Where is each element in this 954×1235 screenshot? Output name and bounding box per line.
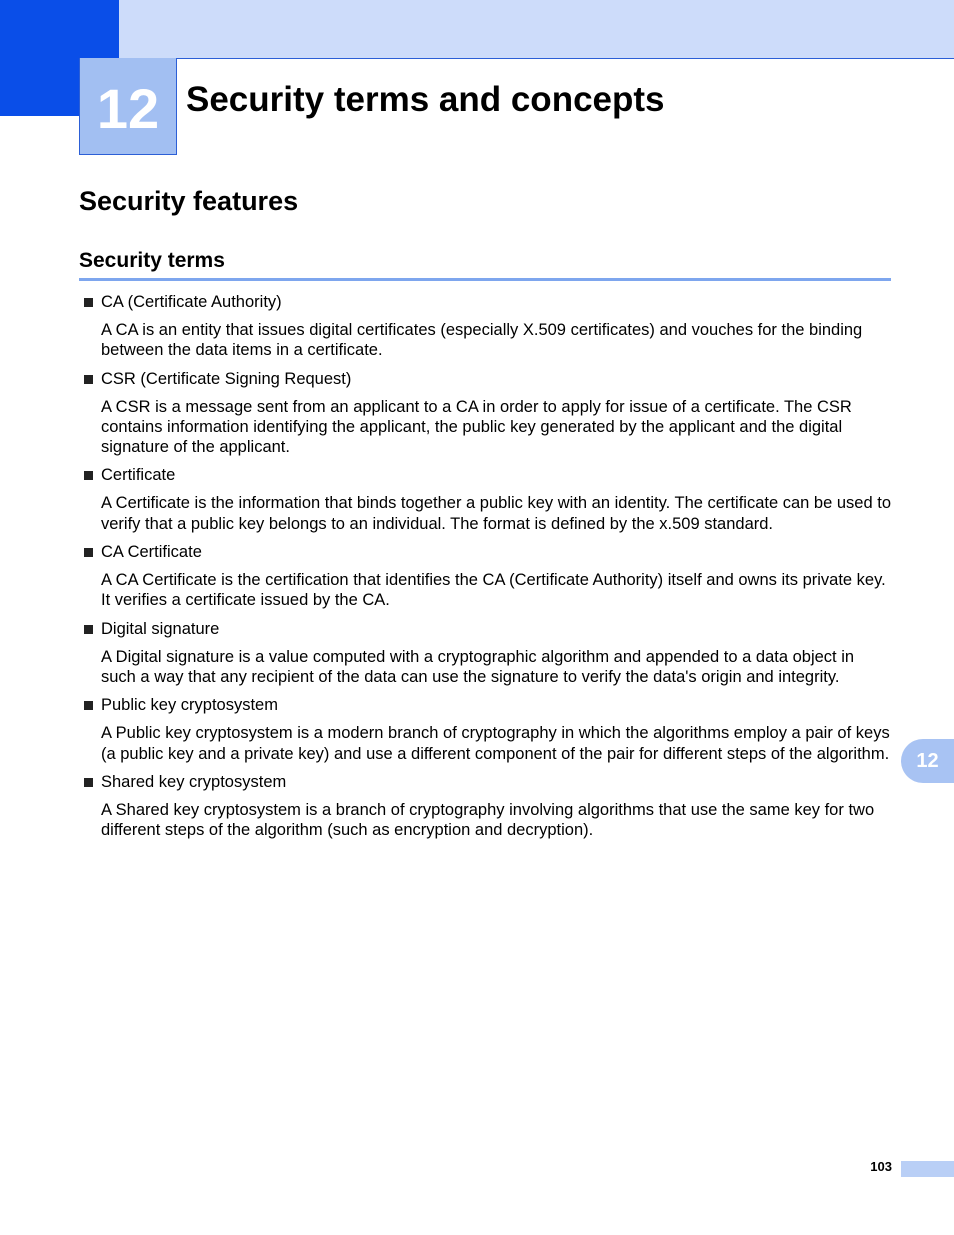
chapter-number-box (79, 58, 177, 155)
term-name: Certificate (101, 466, 176, 485)
list-item (79, 619, 891, 688)
term-description: A Digital signature is a value computed with a cryptographic algorithm and appended to a data object in such a way that any recipient of the data can use the signature to verify the data's origin and integrity. (101, 647, 855, 686)
section-title: Security features (79, 186, 299, 216)
term-description: A Certificate is the information that binds together a public key with an identity. The certificate can be used to verify that a public key belongs to an individual. The format is defined by the x.509 standard. (101, 494, 891, 533)
square-bullet-icon (84, 548, 93, 557)
page-number: 103 (870, 1159, 892, 1174)
security-terms-list (79, 292, 891, 848)
term-description: A CA Certificate is the certification that identifies the CA (Certificate Authority) itself and owns its private key. It verifies a certificate issued by the CA. (101, 571, 886, 610)
subsection-divider (79, 278, 891, 281)
term-name: Digital signature (101, 619, 220, 638)
term-description: A CSR is a message sent from an applicant to a CA in order to apply for issue of a certificate. The CSR contains information identifying the applicant, the public key generated by the applicant and the digital signature of the applicant. (101, 397, 852, 457)
header-band (0, 0, 954, 59)
term-name: CA (Certificate Authority) (101, 293, 282, 311)
term-description: A Shared key cryptosystem is a branch of cryptography involving algorithms that use the same key for two different steps of the algorithm (such as encryption and decryption). (101, 800, 875, 840)
term-name: CSR (Certificate Signing Request) (101, 369, 352, 388)
square-bullet-icon (84, 778, 93, 787)
square-bullet-icon (84, 298, 93, 307)
term-description: A CA is an entity that issues digital certificates (especially X.509 certificates) and vouches for the binding between the data items in a certificate. (101, 321, 863, 360)
square-bullet-icon (84, 625, 93, 634)
square-bullet-icon (84, 471, 93, 480)
square-bullet-icon (84, 701, 93, 710)
term-name: Shared key cryptosystem (101, 772, 287, 791)
list-item (79, 695, 891, 764)
chapter-number: 12 (96, 77, 160, 140)
list-item (79, 542, 891, 611)
term-name: CA Certificate (101, 543, 202, 562)
term-name: Public key cryptosystem (101, 696, 278, 715)
list-item (79, 292, 891, 361)
term-description: A Public key cryptosystem is a modern branch of cryptography in which the algorithms employ a pair of keys (a public key and a private key) and use a different component of the pair for different steps of the algorithm. (101, 724, 890, 763)
list-item (79, 369, 891, 458)
chapter-title: Security terms and concepts (186, 80, 665, 119)
page-number-bar (901, 1161, 954, 1177)
subsection-title: Security terms (79, 249, 225, 272)
list-item (79, 465, 891, 534)
side-tab-label: 12 (916, 750, 939, 772)
list-item (79, 772, 891, 841)
square-bullet-icon (84, 375, 93, 384)
chapter-side-tab[interactable] (901, 739, 954, 783)
